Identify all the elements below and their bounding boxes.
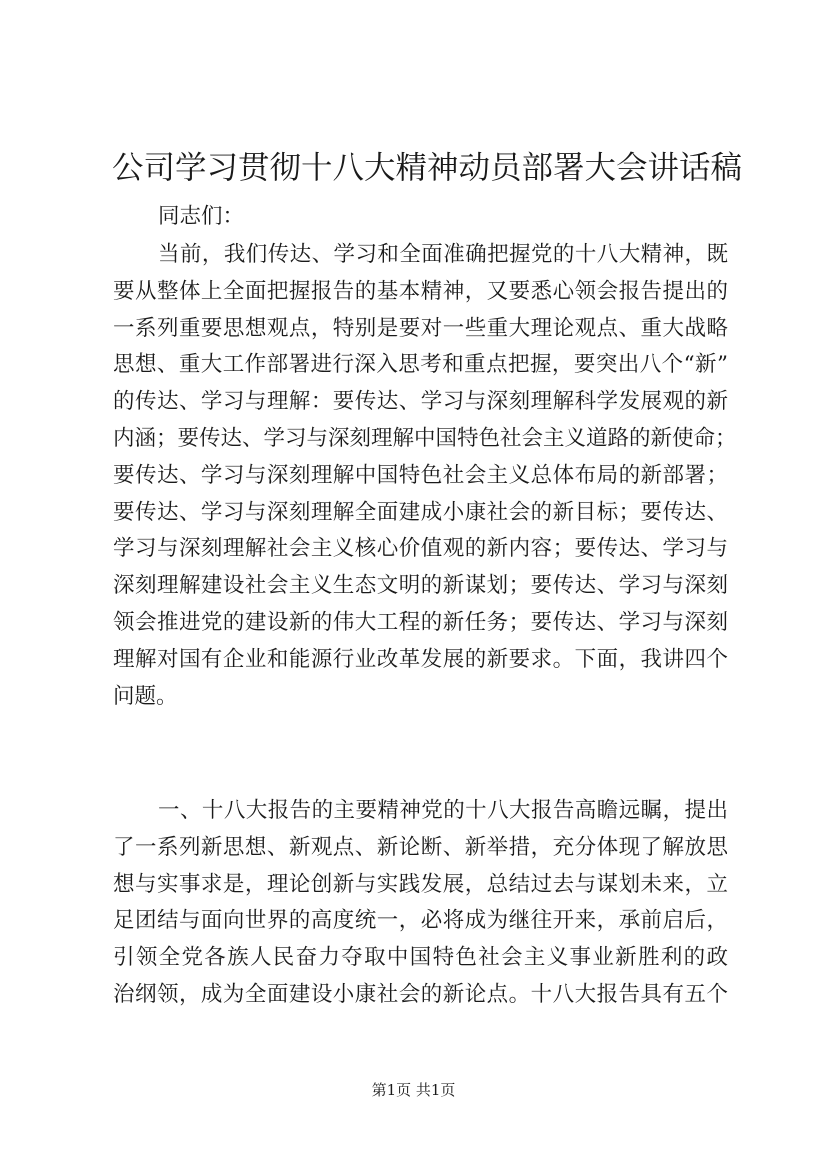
paragraph-line: 深刻理解建设社会主义生态文明的新谋划；要传达、学习与深刻 [113,573,728,599]
paragraph-line: 引领全党各族人民奋力夺取中国特色社会主义事业新胜利的政 [113,945,728,971]
paragraph-line: 一系列重要思想观点，特别是要对一些重大理论观点、重大战略 [113,315,728,341]
paragraph-line: 问题。 [113,683,178,709]
greeting-text: 同志们： [158,204,245,229]
paragraph-line: 领会推进党的建设新的伟大工程的新任务；要传达、学习与深刻 [113,609,728,635]
paragraph-line: 想与实事求是，理论创新与实践发展，总结过去与谋划未来，立 [113,871,728,897]
paragraph-line: 的传达、学习与理解：要传达、学习与深刻理解科学发展观的新 [113,389,728,415]
paragraph-line: 要传达、学习与深刻理解中国特色社会主义总体布局的新部署； [113,462,728,488]
paragraph-line: 当前，我们传达、学习和全面准确把握党的十八大精神，既 [158,242,728,267]
paragraph-line: 要从整体上全面把握报告的基本精神，又要悉心领会报告提出的 [113,278,728,304]
paragraph-line: 内涵；要传达、学习与深刻理解中国特色社会主义道路的新使命； [113,425,737,451]
paragraph-line: 要传达、学习与深刻理解全面建成小康社会的新目标；要传达、 [113,499,728,525]
paragraph-line: 理解对国有企业和能源行业改革发展的新要求。下面，我讲四个 [113,646,728,672]
paragraph-line: 了一系列新思想、新观点、新论断、新举措，充分体现了解放思 [113,834,728,860]
paragraph-2 [113,793,728,1014]
paragraph-1 [113,237,737,715]
page-number-footer: 第1页 共1页 [371,1081,456,1099]
paragraph-line: 学习与深刻理解社会主义核心价值观的新内容；要传达、学习与 [113,536,728,562]
paragraph-line: 足团结与面向世界的高度统一，必将成为继往开来，承前启后， [113,908,728,934]
document-title: 公司学习贯彻十八大精神动员部署大会讲话稿 [112,150,743,186]
paragraph-line: 一、十八大报告的主要精神党的十八大报告高瞻远瞩，提出 [158,798,728,823]
paragraph-line: 思想、重大工作部署进行深入思考和重点把握，要突出八个“新” [113,352,728,378]
paragraph-line: 治纲领，成为全面建设小康社会的新论点。十八大报告具有五个 [113,981,728,1007]
